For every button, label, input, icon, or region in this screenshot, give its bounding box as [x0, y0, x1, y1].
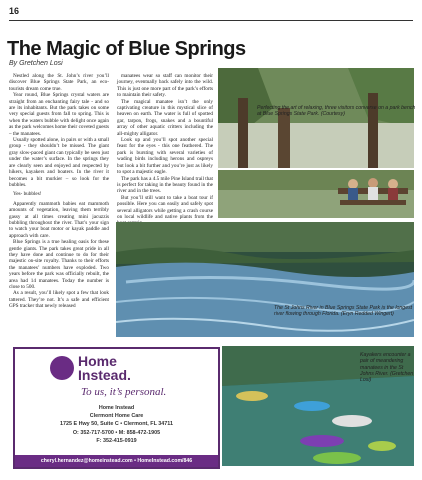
paragraph: Usually spotted alone, in pairs or with a small group - they shouldn’t be missed. The giant gray slow-paced giant can typically be seen just under the water’s surface. In the springs they are clearly seen and enjoyed and respected by hikers, kayakers and boaters. In the river it becomes a bit murkier – so look for the bubbles.	[9, 137, 109, 188]
paragraph: Apparently mammoth babies eat mammoth amounts of vegetation, leaving them terribly gassy at all times creating mini jacuzzis bubbling throughout the river. That’s your sign to watch your boat motor or kayak paddle and approach with care.	[9, 200, 109, 239]
photo-st-johns-river	[116, 222, 414, 337]
photo-caption: The St Johns River in Blue Springs State Park is the longest river flowing through Florida. (Eryn Redded Wingert)	[274, 305, 413, 318]
ad-address: 1725 E Hwy 50, Suite C • Clermont, FL 34711	[60, 421, 173, 428]
page-number: 16	[9, 6, 20, 16]
ad-tagline: To us, it’s personal.	[81, 386, 167, 398]
ad-phones: O: 352-717-5700 • M: 858-472-1905	[72, 429, 161, 436]
home-instead-ad	[13, 347, 220, 469]
paragraph: Look up and you’ll spot another special feast for the eyes - this one feathered. The park is bursting with several varieties of wading birds including herons and ospreys but look a bit further and you’re just as likely to spot a majestic eagle.	[117, 137, 213, 176]
paragraph: The park has a 4.5 mile Pine Island trail that is perfect for taking in the beauty found in the river and in the trees.	[117, 175, 213, 195]
article-byline: By Gretchen Losi	[9, 60, 63, 67]
paragraph: Yes- bubbles!	[13, 191, 42, 198]
paragraph: But you’ll still want to take a boat tour if possible. Here you can easily and safely spot several alligators while getting a crash course on local wildlife and native plants from the	[117, 194, 213, 220]
brand-line-2: Instead.	[78, 367, 131, 383]
paragraph: Blue Springs is a true healing oasis for these gentle giants. The park takes great pride in all they have done and continue to do for their majestic on-site royalty. Thanks to their efforts the manatees’ numbers have exploded. Two years before the park was officially rebuilt, the area had 14 manatees. Today the number is close to 500.	[9, 239, 109, 290]
article-column-1	[9, 73, 109, 310]
brand-line-1: Home	[78, 353, 117, 369]
page-header	[0, 0, 422, 34]
paragraph: manatees wear so staff can monitor their journey, eventually back safely into the wild. This is just one more part of the park’s efforts to maintain their safety.	[117, 73, 213, 99]
article-column-2	[117, 73, 213, 227]
ad-fax: F: 352-415-0919	[96, 437, 137, 444]
paragraph: Nestled along the St. John’s river you’ll discover Blue Springs State Park, an eco-tourists dream come true.	[9, 73, 109, 92]
header-rule	[9, 20, 413, 21]
photo-caption: Perfecting the art of relaxing, three visitors converse on a park bench at Blue Springs State Park. (Courtesy)	[257, 105, 416, 118]
photo-caption: Kayakers encounter a pair of meandering manatees in the St Johns River. (Gretchen Losi)	[360, 352, 414, 384]
paragraph: Year round, Blue Springs crystal waters are straight from an enchanting fairy tale - and so are its inhabitants. But the park takes on some very special guests from fall to spring. This is when the waters bubble with delight once again as the park welcomes home their coveted guests – the manatees.	[9, 92, 109, 137]
home-instead-logo-icon	[50, 356, 74, 380]
article-title: The Magic of Blue Springs	[7, 38, 246, 60]
ad-footer: cheryl.hernandez@homeinstead.com • HomeInstead.com/846	[15, 455, 218, 467]
ad-office: Clermont Home Care	[89, 413, 144, 420]
paragraph: The magical manatee isn’t the only captivating creature in this mystical slice of heaven on earth. The water is full of spotted gar, tarpon, frogs, snakes and a bountiful array of other aquatic critters including the all-mighty alligator.	[117, 98, 213, 137]
ad-contact-info	[15, 404, 218, 445]
paragraph: As a result, you’ll likely spot a few that look tattered. They’re not. It’s a safe and efficient GPS tracker that newly released	[9, 290, 109, 310]
home-instead-logo-text	[78, 354, 131, 382]
photo-park-bench	[218, 68, 414, 168]
ad-name: Home Instead	[98, 405, 135, 411]
photo-visitors-bench	[218, 170, 414, 218]
